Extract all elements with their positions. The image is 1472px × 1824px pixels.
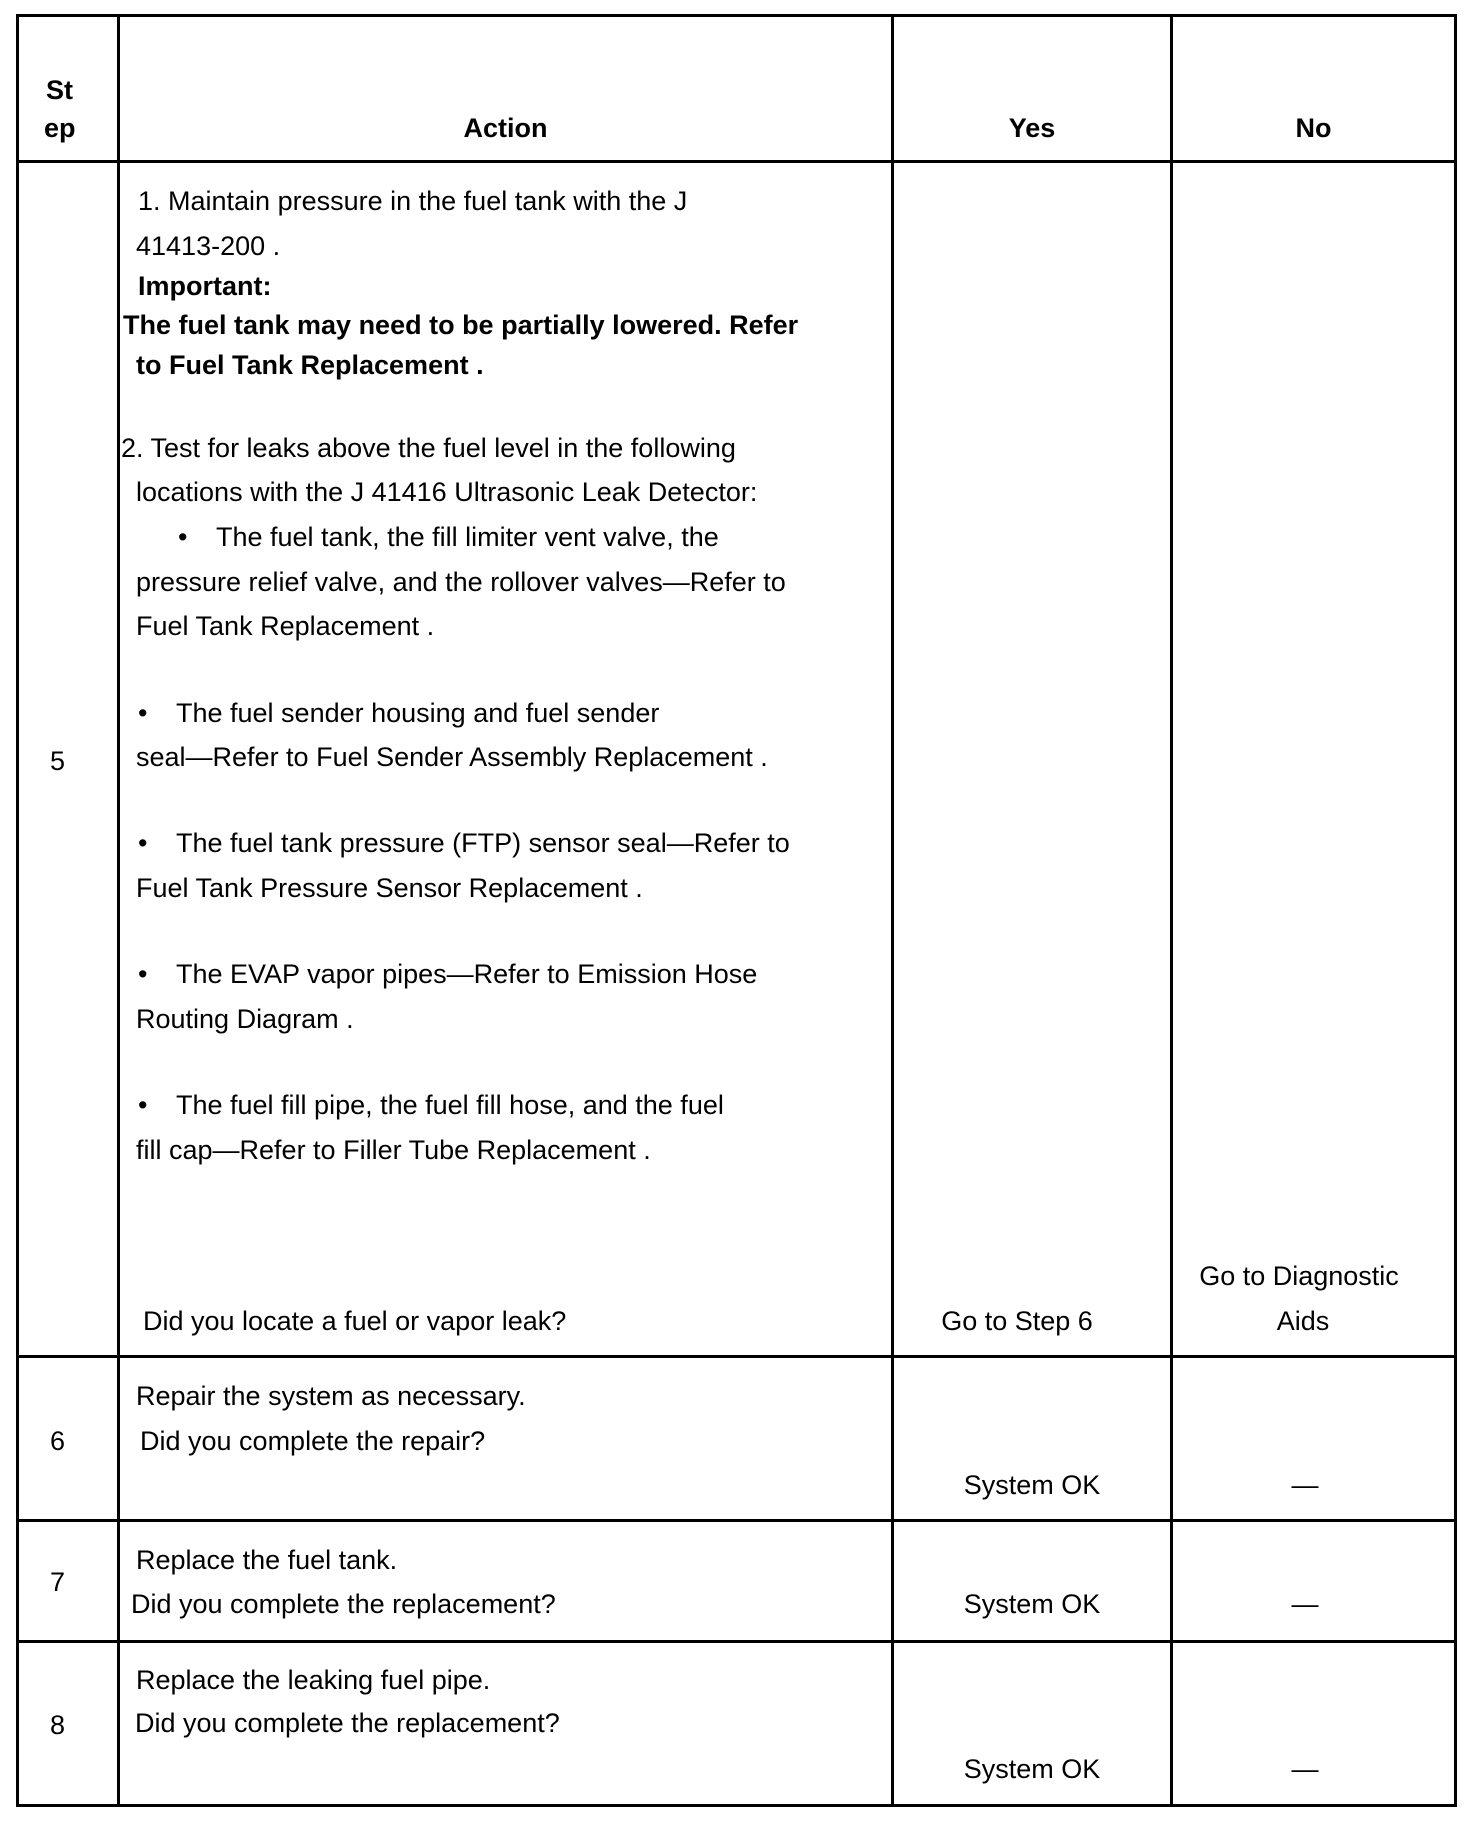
row7-action-line2: Did you complete the replacement? bbox=[131, 1589, 556, 1619]
row7-yes: System OK bbox=[963, 1589, 1101, 1619]
row5-item1-line2: 41413-200 . bbox=[136, 231, 281, 261]
row7-action-line1: Replace the fuel tank. bbox=[136, 1545, 398, 1575]
row5-no-line1: Go to Diagnostic bbox=[1199, 1261, 1399, 1291]
header-step-line1: St bbox=[46, 75, 73, 105]
row5-bullet1-line3: Fuel Tank Replacement . bbox=[136, 611, 435, 641]
header-no: No bbox=[1295, 113, 1332, 143]
row8-action-line1: Replace the leaking fuel pipe. bbox=[136, 1665, 491, 1695]
header-action: Action bbox=[463, 113, 548, 143]
header-yes: Yes bbox=[1008, 113, 1056, 143]
row5-bullet1-icon: • bbox=[178, 522, 188, 552]
row-divider-6 bbox=[16, 1519, 1457, 1522]
table-border-right bbox=[1454, 14, 1457, 1807]
row8-yes: System OK bbox=[963, 1754, 1101, 1784]
col-divider-step bbox=[117, 14, 120, 1807]
row5-bullet4-line2: Routing Diagram . bbox=[136, 1004, 354, 1034]
header-divider bbox=[16, 160, 1457, 163]
row5-item1-line1: 1. Maintain pressure in the fuel tank with the J bbox=[138, 186, 688, 216]
row5-bullet5-icon: • bbox=[138, 1090, 148, 1120]
row8-no: — bbox=[1291, 1754, 1319, 1784]
row-divider-5 bbox=[16, 1355, 1457, 1358]
row8-action-line2: Did you complete the replacement? bbox=[135, 1708, 560, 1738]
row5-yes: Go to Step 6 bbox=[941, 1306, 1093, 1336]
row6-action-line1: Repair the system as necessary. bbox=[136, 1381, 526, 1411]
row5-bullet4-line1: The EVAP vapor pipes—Refer to Emission Hose bbox=[176, 959, 758, 989]
row5-bullet5-line2: fill cap—Refer to Filler Tube Replacement . bbox=[136, 1135, 651, 1165]
row5-question: Did you locate a fuel or vapor leak? bbox=[143, 1306, 567, 1336]
row5-bullet5-line1: The fuel fill pipe, the fuel fill hose, and the fuel bbox=[176, 1090, 724, 1120]
header-step-line2: ep bbox=[44, 113, 76, 143]
step-number-8: 8 bbox=[50, 1710, 66, 1740]
row5-bullet2-line2: seal—Refer to Fuel Sender Assembly Replacement . bbox=[136, 742, 768, 772]
row5-important-line1: The fuel tank may need to be partially lowered. Refer bbox=[123, 310, 799, 340]
row6-action-line2: Did you complete the repair? bbox=[140, 1426, 486, 1456]
row5-bullet2-line1: The fuel sender housing and fuel sender bbox=[176, 698, 660, 728]
row5-bullet3-icon: • bbox=[138, 828, 148, 858]
step-number-7: 7 bbox=[50, 1567, 66, 1597]
row6-yes: System OK bbox=[963, 1470, 1101, 1500]
col-divider-action bbox=[891, 14, 894, 1807]
row5-important-label: Important: bbox=[138, 271, 272, 301]
row5-item2-line2: locations with the J 41416 Ultrasonic Leak Detector: bbox=[136, 477, 758, 507]
row5-bullet4-icon: • bbox=[138, 959, 148, 989]
row-divider-7 bbox=[16, 1640, 1457, 1643]
row5-bullet3-line2: Fuel Tank Pressure Sensor Replacement . bbox=[136, 873, 643, 903]
row5-item2-line1: 2. Test for leaks above the fuel level in the following bbox=[121, 433, 736, 463]
table-border-top bbox=[16, 14, 1457, 17]
col-divider-yes bbox=[1170, 14, 1173, 1807]
table-border-bottom bbox=[16, 1804, 1457, 1807]
step-number-5: 5 bbox=[50, 746, 66, 776]
table-border-left bbox=[16, 14, 19, 1807]
row5-bullet1-line2: pressure relief valve, and the rollover valves—Refer to bbox=[136, 567, 786, 597]
row5-bullet2-icon: • bbox=[138, 698, 148, 728]
row5-important-line2: to Fuel Tank Replacement . bbox=[136, 350, 484, 380]
step-number-6: 6 bbox=[50, 1426, 66, 1456]
row5-bullet1-line1: The fuel tank, the fill limiter vent valve, the bbox=[216, 522, 719, 552]
row5-no-line2: Aids bbox=[1276, 1306, 1330, 1336]
row6-no: — bbox=[1291, 1470, 1319, 1500]
row7-no: — bbox=[1291, 1589, 1319, 1619]
row5-bullet3-line1: The fuel tank pressure (FTP) sensor seal—Refer to bbox=[176, 828, 790, 858]
